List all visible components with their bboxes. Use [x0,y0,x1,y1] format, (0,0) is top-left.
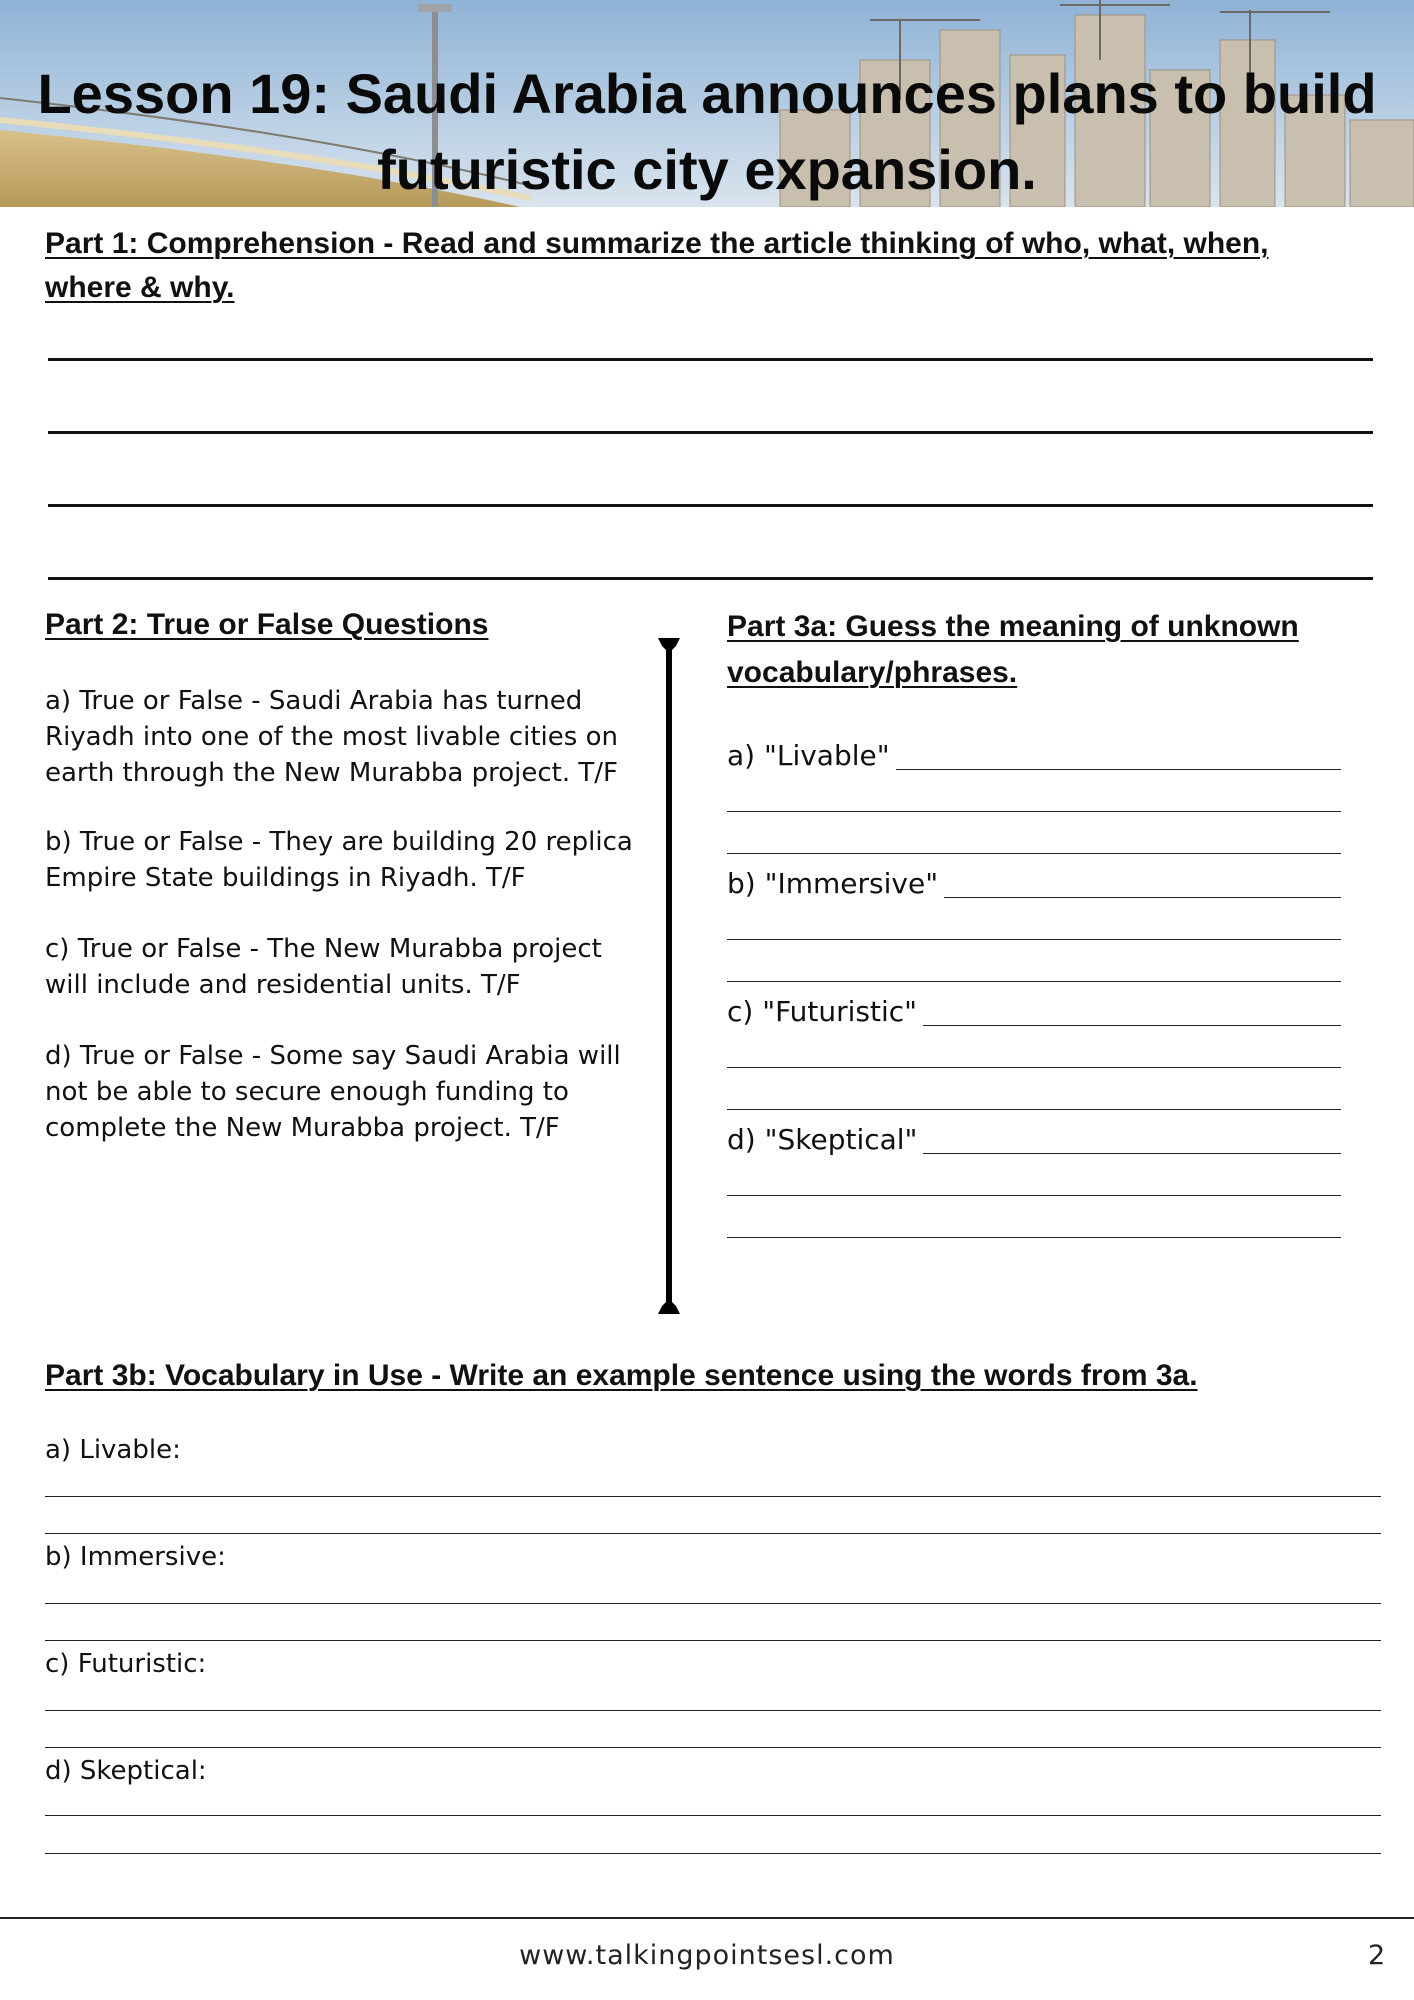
sentence-line[interactable] [45,1815,1381,1816]
vocab-answer-line[interactable] [727,1237,1341,1238]
vocab-item-d: d) "Skeptical" [727,1122,923,1158]
vocab-item-c: c) "Futuristic" [727,994,923,1030]
header-banner [0,0,1414,207]
title-line-1: Lesson 19: Saudi Arabia announces plans to build [37,62,1377,125]
part1-heading-line-2: where & why. [45,271,235,304]
part1-heading [45,222,1385,310]
vocab-answer-line[interactable] [727,1109,1341,1110]
part1-answer-line[interactable] [48,504,1373,507]
vocab-use-label-a: a) Livable: [45,1435,181,1465]
footer-divider [0,1917,1414,1919]
part3a-heading-line-2: vocabulary/phrases. [727,656,1018,689]
sentence-line[interactable] [45,1533,1381,1534]
vocab-answer-line[interactable] [727,1067,1341,1068]
column-divider [652,636,686,1316]
sentence-line[interactable] [45,1640,1381,1641]
tf-question-b: b) True or False - They are building 20 replica Empire State buildings in Riyadh. T/F [45,827,633,893]
part1-heading-line-1: Part 1: Comprehension - Read and summarize the article thinking of who, what, when, [45,227,1269,260]
title-line-2: futuristic city expansion. [377,138,1037,201]
sentence-line[interactable] [45,1747,1381,1748]
tf-question-d: d) True or False - Some say Saudi Arabia will not be able to secure enough funding to complete the New Murabba project. T/F [45,1041,621,1143]
vocab-answer-line[interactable] [727,1195,1341,1196]
vocab-use-label-d: d) Skeptical: [45,1756,207,1786]
vocab-item-a: a) "Livable" [727,738,896,774]
part3b-heading: Part 3b: Vocabulary in Use - Write an example sentence using the words from 3a. [45,1359,1198,1392]
part3a-heading-line-1: Part 3a: Guess the meaning of unknown [727,610,1299,643]
tf-question-c: c) True or False - The New Murabba project will include and residential units. T/F [45,934,602,1000]
vocab-item-b: b) "Immersive" [727,866,944,902]
page-title [0,56,1414,207]
vocab-use-label-b: b) Immersive: [45,1542,226,1572]
part1-answer-line[interactable] [48,577,1373,580]
footer-website[interactable]: www.talkingpointsesl.com [519,1940,895,1971]
vocab-answer-line[interactable] [727,811,1341,812]
sentence-line[interactable] [45,1853,1381,1854]
page-number: 2 [1368,1940,1386,1971]
sentence-line[interactable] [45,1603,1381,1604]
sentence-line[interactable] [45,1496,1381,1497]
tf-question-a: a) True or False - Saudi Arabia has turned Riyadh into one of the most livable cities on earth through the New Murabba project. T/F [45,686,618,788]
part2-heading: Part 2: True or False Questions [45,608,489,641]
vocab-answer-line[interactable] [727,981,1341,982]
part1-answer-line[interactable] [48,431,1373,434]
vocab-answer-line[interactable] [727,939,1341,940]
part1-answer-line[interactable] [48,358,1373,361]
sentence-line[interactable] [45,1710,1381,1711]
vocab-answer-line[interactable] [727,853,1341,854]
vocab-use-label-c: c) Futuristic: [45,1649,207,1679]
part3a-heading [727,604,1377,696]
